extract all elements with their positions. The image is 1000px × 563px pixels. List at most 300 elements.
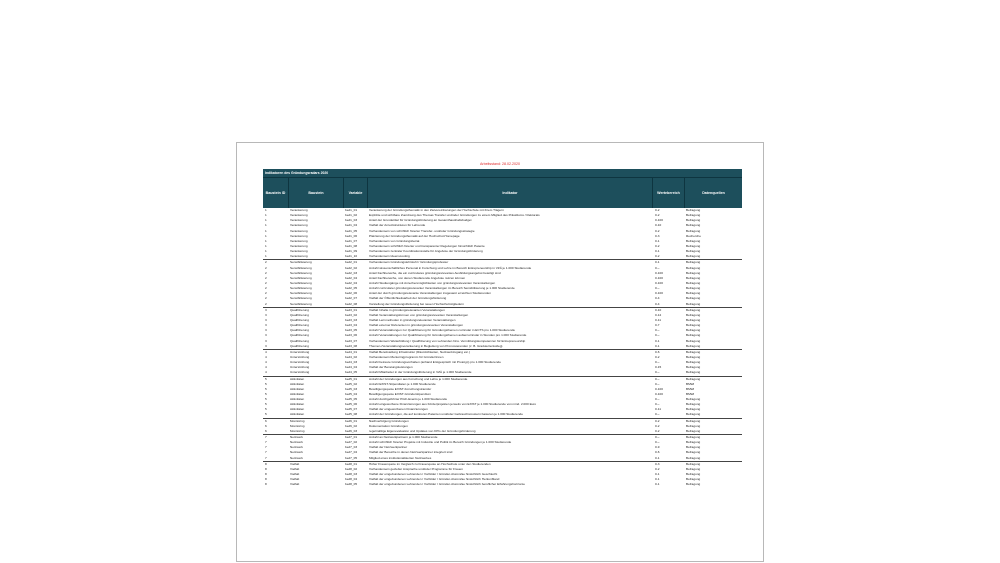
cell-baustein: Aktivitäten [290, 412, 305, 417]
cell-wertebereich: 0-2 [655, 228, 660, 233]
cell-indikator: Anzahl Mitarbeiter in der Gründungsförderung in VZÄ je 1.000 Studierende [369, 370, 472, 375]
cell-indikator: Vielfalt Bereitstellung Infrastruktur (Räumlichkeiten, Netzwerkzugang etc.) [369, 349, 470, 354]
cell-datenquellen: Befragung [686, 338, 701, 343]
cell-baustein-id: 5 [265, 397, 267, 402]
cell-wertebereich: 0-2 [655, 428, 660, 433]
cell-variable: bed3_04 [345, 323, 358, 328]
cell-baustein-id: 2 [265, 301, 267, 306]
cell-baustein: Qualifizierung [290, 328, 309, 333]
cell-indikator: Vorhandensein von schriftlich fixierter Transfer- und/oder Gründungsstrategie [369, 228, 475, 233]
cell-datenquellen: Befragung [686, 228, 701, 233]
cell-variable: bed1_09 [345, 249, 358, 254]
cell-baustein: Aktivitäten [290, 376, 305, 381]
cell-indikator: Vielfalt der eingeworbenen Finanzierungen [369, 407, 428, 412]
cell-baustein-id: 3 [265, 317, 267, 322]
cell-variable: bed6_01 [345, 418, 358, 423]
cell-baustein-id: 2 [265, 270, 267, 275]
cell-variable: bed6_03 [345, 428, 358, 433]
cell-baustein-id: 7 [265, 440, 267, 445]
cell-variable: bed3_01 [345, 307, 358, 312]
cell-variable: bed2_02 [345, 265, 358, 270]
cell-datenquellen: BMWi [686, 381, 695, 386]
cell-baustein-id: 4 [265, 365, 267, 370]
cell-baustein-id: 8 [265, 472, 267, 477]
cell-baustein-id: 2 [265, 291, 267, 296]
cell-baustein: Monitoring [290, 428, 305, 433]
cell-indikator: Vielfalt Veranstaltungsformen von gründungsrelevanten Veranstaltungen [369, 312, 469, 317]
cell-indikator: Vielfalt der Bereiche in denen Netzwerkpartner integriert sind [369, 450, 453, 455]
cell-datenquellen: BMWi [686, 386, 695, 391]
cell-wertebereich: 0-1 [655, 338, 660, 343]
cell-datenquellen: Befragung [686, 291, 701, 296]
cell-wertebereich: 0-~ [655, 402, 660, 407]
cell-baustein-id: 6 [265, 428, 267, 433]
header-baustein: Baustein [289, 178, 344, 208]
cell-variable: bed3_05 [345, 328, 358, 333]
cell-datenquellen: Befragung [686, 328, 701, 333]
cell-baustein: Verankerung [290, 223, 308, 228]
cell-wertebereich: 0-1 [655, 260, 660, 265]
cell-wertebereich: 0-6 [655, 450, 660, 455]
cell-variable: bed5_05 [345, 397, 358, 402]
cell-baustein-id: 3 [265, 312, 267, 317]
cell-variable: bed4_01 [345, 349, 358, 354]
cell-indikator: Anteil der Grundetittel für Gründungsförderung an Gesamthaushaltsbudget [369, 218, 472, 223]
cell-baustein-id: 2 [265, 275, 267, 280]
cell-variable: bed7_05 [345, 455, 358, 460]
cell-baustein: Netzwerk [290, 455, 303, 460]
cell-indikator: Bewilligungsquote EXIST-Forschungstransfer [369, 386, 432, 391]
cell-indikator: Vielfalt der Beratungsleistungen [369, 365, 413, 370]
cell-baustein: Netzwerk [290, 445, 303, 450]
cell-baustein: Unterstützung [290, 365, 310, 370]
cell-wertebereich: 0-4 [655, 296, 660, 301]
cell-baustein-id: 8 [265, 477, 267, 482]
cell-baustein-id: 5 [265, 381, 267, 386]
cell-wertebereich: 0-4 [655, 301, 660, 306]
table-row [263, 482, 742, 487]
cell-wertebereich: 0-~ [655, 370, 660, 375]
cell-indikator: Anzahl eingeworbene Finanzierungen aus Förderprojekten jenseits von EXIST je 1.000 Studierende von mind. 2.000 Euro [369, 402, 537, 407]
cell-wertebereich: 0-~ [655, 381, 660, 386]
cell-datenquellen: Befragung [686, 238, 701, 243]
cell-variable: bed8_04 [345, 477, 358, 482]
cell-baustein: Verankerung [290, 208, 308, 212]
cell-datenquellen: Befragung [686, 223, 701, 228]
cell-baustein: Unterstützung [290, 360, 310, 365]
cell-baustein: Qualifizierung [290, 323, 309, 328]
cell-baustein-id: 2 [265, 286, 267, 291]
cell-baustein: Unterstützung [290, 349, 310, 354]
cell-variable: bed7_02 [345, 440, 358, 445]
cell-indikator: Anteil Fachbereiche, von denen Studierende Angebote nutzen können [369, 275, 466, 280]
cell-baustein-id: 1 [265, 228, 267, 233]
cell-wertebereich: 0-2 [655, 466, 660, 471]
cell-indikator: Vielfalt der eingebundenen Lehrenden / Vorbilder / Gründer-Alumni/ae hinsichtlich beruflicher Erfahrungshorizonte [369, 482, 525, 487]
cell-datenquellen: Befragung [686, 275, 701, 280]
cell-baustein: Vielfalt [290, 477, 300, 482]
cell-baustein-id: 5 [265, 407, 267, 412]
cell-baustein: Verankerung [290, 238, 308, 243]
cell-wertebereich: 0-~ [655, 412, 660, 417]
cell-baustein: Sensibilisierung [290, 301, 312, 306]
cell-datenquellen: Befragung [686, 455, 701, 460]
cell-variable: bed2_05 [345, 286, 358, 291]
cell-datenquellen: Befragung [686, 260, 701, 265]
cell-baustein: Aktivitäten [290, 391, 305, 396]
cell-datenquellen: Befragung [686, 301, 701, 306]
cell-baustein-id: 5 [265, 376, 267, 381]
cell-datenquellen: Befragung [686, 412, 701, 417]
cell-wertebereich: 0-~ [655, 435, 660, 440]
cell-datenquellen: Befragung [686, 254, 701, 259]
cell-indikator: Dokumentation Gründungen [369, 423, 408, 428]
cell-datenquellen: Befragung [686, 360, 701, 365]
cell-variable: bed1_02 [345, 213, 358, 218]
table-row [263, 456, 742, 461]
cell-wertebereich: 0-1 [655, 477, 660, 482]
cell-wertebereich: 0-2 [655, 254, 660, 259]
cell-datenquellen: Befragung [686, 333, 701, 338]
cell-wertebereich: 0-~ [655, 328, 660, 333]
header-variable: Variable [344, 178, 368, 208]
cell-variable: bed2_06 [345, 291, 358, 296]
cell-wertebereich: 0-11 [655, 407, 661, 412]
cell-wertebereich: 0-~ [655, 265, 660, 270]
cell-indikator: Vielfalt externer Referenten in gründungsrelevanten Veranstaltungen [369, 323, 464, 328]
cell-variable: bed2_03 [345, 270, 358, 275]
cell-baustein-id: 3 [265, 328, 267, 333]
cell-datenquellen: Befragung [686, 354, 701, 359]
cell-baustein-id: 1 [265, 213, 267, 218]
cell-wertebereich: 0-9 [655, 445, 660, 450]
cell-datenquellen: Befragung [686, 365, 701, 370]
cell-variable: bed2_07 [345, 296, 358, 301]
cell-baustein: Sensibilisierung [290, 296, 312, 301]
cell-variable: bed1_01 [345, 208, 358, 212]
table-body [263, 208, 742, 487]
cell-baustein-id: 3 [265, 333, 267, 338]
cell-indikator: Anteil der durch gründungsrelevante Veranstaltungen insgesamt erreichten Studierenden [369, 291, 491, 296]
cell-baustein-id: 2 [265, 265, 267, 270]
header-datenquellen: Datenquellen [702, 191, 725, 195]
cell-indikator: Vorhandensein schriftlich fixierter und transparenter Regelungen hinsichtlich Patente [369, 243, 485, 248]
cell-baustein: Verankerung [290, 254, 308, 259]
cell-wertebereich: 0-12 [655, 312, 662, 317]
cell-indikator: Bewilligungsquote EXIST-Gründerstipendium [369, 391, 431, 396]
cell-wertebereich: 0-10 [655, 307, 662, 312]
cell-wertebereich: 0-11 [655, 317, 661, 322]
cell-baustein: Unterstützung [290, 354, 310, 359]
cell-datenquellen: Befragung [686, 445, 701, 450]
cell-indikator: Vielfalt Inhalte in gründungsrelevanten Veranstaltungen [369, 307, 445, 312]
cell-baustein: Sensibilisierung [290, 265, 312, 270]
cell-baustein: Aktivitäten [290, 397, 305, 402]
cell-baustein-id: 1 [265, 208, 267, 212]
cell-baustein: Unterstützung [290, 370, 310, 375]
cell-datenquellen: Befragung [686, 402, 701, 407]
cell-baustein: Monitoring [290, 423, 305, 428]
cell-baustein: Verankerung [290, 218, 308, 223]
cell-indikator: Anzahl wissenschaftliches Personal in Forschung und Lehre im Bereich Entrepreneurship in VZÄ je 1.000 Studierende [369, 265, 532, 270]
cell-datenquellen: Befragung [686, 249, 701, 254]
cell-wertebereich: 0-2 [655, 213, 660, 218]
cell-wertebereich: 0-1 [655, 249, 660, 254]
table-header [263, 178, 742, 208]
cell-indikator: Vorhandensein Gründungslehrstuhl / Gründungsprofessur [369, 260, 449, 265]
cell-datenquellen: Befragung [686, 349, 701, 354]
cell-indikator: Explizite und sichtbare Zuordnung des Themas Transfer und/oder Gründungen zu einem Mitglied des Präsidiums / Rektorats [369, 213, 540, 218]
cell-datenquellen: Befragung [686, 208, 701, 212]
cell-variable: bed1_05 [345, 228, 358, 233]
indicator-table [263, 169, 742, 487]
cell-wertebereich: 0-100 [655, 275, 663, 280]
cell-baustein-id: 8 [265, 461, 267, 466]
table-row [263, 429, 742, 434]
cell-datenquellen: Befragung [686, 307, 701, 312]
cell-datenquellen: Befragung [686, 477, 701, 482]
cell-baustein: Netzwerk [290, 450, 303, 455]
cell-datenquellen: Befragung [686, 472, 701, 477]
cell-baustein-id: 7 [265, 450, 267, 455]
cell-baustein-id: 3 [265, 307, 267, 312]
cell-datenquellen: Befragung [686, 450, 701, 455]
cell-baustein-id: 3 [265, 338, 267, 343]
cell-wertebereich: 0-~ [655, 376, 660, 381]
cell-baustein-id: 8 [265, 482, 267, 487]
header-indikator: Indikator [368, 178, 653, 208]
cell-datenquellen: BMWi [686, 391, 695, 396]
cell-baustein-id: 8 [265, 466, 267, 471]
cell-baustein: Verankerung [290, 233, 308, 238]
cell-wertebereich: 0-100 [655, 270, 663, 275]
cell-indikator: Höher Frauenquote im Vergleich zu Frauenquote an Hochschule unter den Studierenden [369, 461, 491, 466]
cell-variable: bed3_06 [345, 333, 358, 338]
cell-indikator: Anzahl curricularer gründungsrelevanter Veranstaltungen im Bereich Sensibilisierung je 1.000 Studierende [369, 286, 515, 291]
cell-baustein: Vielfalt [290, 472, 300, 477]
cell-wertebereich: 0-1 [655, 455, 660, 460]
cell-variable: bed6_02 [345, 423, 358, 428]
cell-variable: bed5_08 [345, 412, 358, 417]
cell-indikator: Vorstellung der Gründungsförderung bei neuen Hochschulmitgliedern [369, 301, 464, 306]
cell-wertebereich: 0-1 [655, 482, 660, 487]
cell-variable: bed4_05 [345, 370, 358, 375]
cell-baustein-id: 7 [265, 445, 267, 450]
cell-wertebereich: 0-~ [655, 397, 660, 402]
cell-variable: bed5_03 [345, 386, 358, 391]
cell-wertebereich: 0-6 [655, 349, 660, 354]
table-row [263, 344, 742, 349]
cell-datenquellen: Befragung [686, 243, 701, 248]
cell-wertebereich: 0-2 [655, 418, 660, 423]
cell-datenquellen: Befragung [686, 423, 701, 428]
cell-baustein: Qualifizierung [290, 343, 309, 348]
cell-variable: bed7_03 [345, 445, 358, 450]
cell-indikator: Nachverfolgung Gründungen [369, 418, 409, 423]
cell-variable: bed5_01 [345, 376, 358, 381]
cell-wertebereich: 0-~ [655, 360, 660, 365]
cell-baustein: Qualifizierung [290, 338, 309, 343]
cell-baustein: Qualifizierung [290, 333, 309, 338]
cell-baustein: Vielfalt [290, 461, 300, 466]
cell-datenquellen: Befragung [686, 370, 701, 375]
cell-baustein: Vielfalt [290, 482, 300, 487]
cell-datenquellen: Befragung [686, 296, 701, 301]
cell-indikator: Vorhandensein gezielter Ansprache und/oder Programme für Frauen [369, 466, 463, 471]
cell-baustein-id: 4 [265, 354, 267, 359]
cell-baustein: Verankerung [290, 213, 308, 218]
header-baustein-id: Baustein ID [263, 178, 289, 208]
cell-indikator: Anzahl EXIST-Stipendiaten je 1.000 Studierende [369, 381, 436, 386]
cell-baustein: Netzwerk [290, 440, 303, 445]
cell-wertebereich: 0-7 [655, 323, 660, 328]
cell-variable: bed4_04 [345, 365, 358, 370]
cell-baustein: Sensibilisierung [290, 291, 312, 296]
cell-baustein-id: 5 [265, 402, 267, 407]
cell-datenquellen: Befragung [686, 213, 701, 218]
cell-datenquellen: Befragung [686, 218, 701, 223]
cell-indikator: Vorhandensein zentraler Koordinationsstelle für Angebote der Gründungsförderung [369, 249, 483, 254]
cell-baustein-id: 7 [265, 435, 267, 440]
cell-indikator: Anzahl der Gründungen aus Forschung und Lehre je 1.000 Studierende [369, 376, 468, 381]
cell-datenquellen: Befragung [686, 435, 701, 440]
cell-wertebereich: 0-2 [655, 243, 660, 248]
cell-baustein: Sensibilisierung [290, 286, 312, 291]
cell-datenquellen: Befragung [686, 280, 701, 285]
cell-wertebereich: 0-2 [655, 208, 660, 212]
table-row [263, 370, 742, 375]
cell-indikator: Vielfalt der eingebundenen Lehrenden / Vorbilder / Gründer-Alumni/ae hinsichtlich Herkunftland [369, 477, 500, 482]
cell-baustein-id: 1 [265, 254, 267, 259]
cell-baustein-id: 3 [265, 323, 267, 328]
cell-indikator: Verankerung der Gründungsthematik in den Zielvereinbarungen der Hochschule mit ihrem Trägern [369, 208, 504, 212]
cell-datenquellen: Befragung [686, 312, 701, 317]
cell-variable: bed5_06 [345, 402, 358, 407]
cell-datenquellen: Recherche [686, 233, 701, 238]
table-row [263, 254, 742, 259]
cell-indikator: Anteil Fachbereiche, die ein curriculares gründungsrelevantes Ausbildungsangebot beteiligt sind [369, 270, 501, 275]
cell-wertebereich: 0-2 [655, 423, 660, 428]
cell-baustein-id: 2 [265, 260, 267, 265]
cell-baustein: Verankerung [290, 249, 308, 254]
cell-indikator: Anzahl Veranstaltungen zur Qualifizierung für Gründungsthemen außercurricular in Stunden pro 1.000 Studierende [369, 333, 527, 338]
cell-baustein-id: 4 [265, 360, 267, 365]
cell-baustein: Qualifizierung [290, 312, 309, 317]
cell-wertebereich: 0-~ [655, 286, 660, 291]
cell-baustein-id: 6 [265, 423, 267, 428]
cell-datenquellen: Befragung [686, 407, 701, 412]
cell-baustein-id: 7 [265, 455, 267, 460]
cell-datenquellen: Befragung [686, 397, 701, 402]
cell-wertebereich: 0-1 [655, 238, 660, 243]
cell-datenquellen: Befragung [686, 428, 701, 433]
cell-baustein: Qualifizierung [290, 307, 309, 312]
cell-indikator: Vielfalt der Netzwerkpartner [369, 445, 408, 450]
cell-indikator: Anzahl der Gründungen, die auf konkreten Patenten und/oder Gebrauchsmustern basieren je 1.000 Studierende [369, 412, 523, 417]
cell-baustein: Sensibilisierung [290, 260, 312, 265]
cell-baustein-id: 1 [265, 223, 267, 228]
cell-wertebereich: 0-15 [655, 365, 662, 370]
cell-variable: bed5_02 [345, 381, 358, 386]
cell-indikator: Anzahl schriftlich fixierter Projekte mit Industrie und Politik im Bereich Gründungen je 1.000 Studierende [369, 440, 512, 445]
cell-variable: bed3_07 [345, 338, 358, 343]
cell-indikator: Anzahl Veranstaltungen zur Qualifizierung für Gründungsthemen curricular in ECTS pro 1.000 Studierende [369, 328, 516, 333]
cell-baustein: Verankerung [290, 228, 308, 233]
cell-wertebereich: 0-10 [655, 223, 662, 228]
table-title: Indikatoren des Gründungsradars 2020 [263, 169, 742, 178]
cell-baustein-id: 5 [265, 391, 267, 396]
cell-baustein: Netzwerk [290, 435, 303, 440]
cell-baustein-id: 6 [265, 418, 267, 423]
table-row [263, 412, 742, 417]
cell-indikator: Anzahl Studiengänge mit Anrechenmöglichkeiten von gründungsrelevanten Veranstaltungen [369, 280, 496, 285]
cell-wertebereich: 0-1 [655, 472, 660, 477]
cell-indikator: regelmäßige Eigenevaluation und Updates von KPIs der Gründungsförderung [369, 428, 476, 433]
cell-baustein: Qualifizierung [290, 317, 309, 322]
cell-variable: bed1_06 [345, 233, 358, 238]
cell-baustein-id: 1 [265, 218, 267, 223]
cell-indikator: Vorhandensein Ideenscouting [369, 254, 410, 259]
cell-baustein-id: 3 [265, 343, 267, 348]
cell-variable: bed1_08 [345, 243, 358, 248]
cell-indikator: Vielfalt der eingebundenen Lehrenden / Vorbilder / Gründer-Alumni/ae hinsichtlich Geschlecht [369, 472, 498, 477]
cell-variable: bed3_03 [345, 317, 358, 322]
cell-indikator: Anzahl durchgeführter Pitch-Events je 1.000 Studierende [369, 397, 448, 402]
cell-indikator: Vielfalt der Öffentlichkeitsarbeit der Gründungsförderung [369, 296, 447, 301]
header-wertebereich: Wertebereich [653, 178, 685, 208]
cell-variable: bed3_02 [345, 312, 358, 317]
cell-baustein-id: 1 [265, 249, 267, 254]
cell-wertebereich: 0-~ [655, 440, 660, 445]
cell-baustein: Aktivitäten [290, 407, 305, 412]
table-row [263, 302, 742, 307]
cell-baustein-id: 1 [265, 233, 267, 238]
cell-baustein: Vielfalt [290, 466, 300, 471]
cell-baustein-id: 1 [265, 238, 267, 243]
cell-indikator: Anzahl an Netzwerkpartnern je 1.000 Studierende [369, 435, 438, 440]
cell-baustein: Verankerung [290, 243, 308, 248]
cell-baustein-id: 2 [265, 280, 267, 285]
cell-datenquellen: Befragung [686, 317, 701, 322]
cell-variable: bed2_04 [345, 280, 358, 285]
cell-variable: bed8_02 [345, 466, 358, 471]
cell-variable: bed8_05 [345, 482, 358, 487]
cell-indikator: Vielfalt Lernmethoden in gründungsrelevanten Veranstaltungen [369, 317, 456, 322]
cell-variable: bed1_07 [345, 238, 358, 243]
cell-wertebereich: 0-100 [655, 291, 663, 296]
cell-variable: bed2_08 [345, 301, 358, 306]
cell-indikator: Vielfalt der Anreizstrukturen für Lehrende [369, 223, 426, 228]
cell-wertebereich: 0-100 [655, 386, 663, 391]
cell-datenquellen: Befragung [686, 323, 701, 328]
cell-variable: bed2_01 [345, 260, 358, 265]
cell-wertebereich: 0-100 [655, 218, 663, 223]
cell-variable: bed1_04 [345, 223, 358, 228]
cell-indikator: Vorhandensein von Gründungsbeirat [369, 238, 420, 243]
cell-baustein: Monitoring [290, 418, 305, 423]
cell-baustein-id: 1 [265, 243, 267, 248]
cell-indikator: Vorhandensein Weiterbildung / Qualifizierung von Lehrenden hins. Vermittlungskompetenzen für Entrepreneurship [369, 338, 526, 343]
cell-wertebereich: 0-3 [655, 461, 660, 466]
cell-wertebereich: 0-2 [655, 354, 660, 359]
cell-wertebereich: 0-1 [655, 343, 660, 348]
cell-datenquellen: Befragung [686, 376, 701, 381]
cell-datenquellen: Befragung [686, 482, 701, 487]
cell-variable: bed2_04 [345, 275, 358, 280]
cell-baustein-id: 4 [265, 370, 267, 375]
cell-variable: bed5_07 [345, 407, 358, 412]
cell-indikator: Vorhandensein Mentoringprogramm für Gründer/innen [369, 354, 444, 359]
